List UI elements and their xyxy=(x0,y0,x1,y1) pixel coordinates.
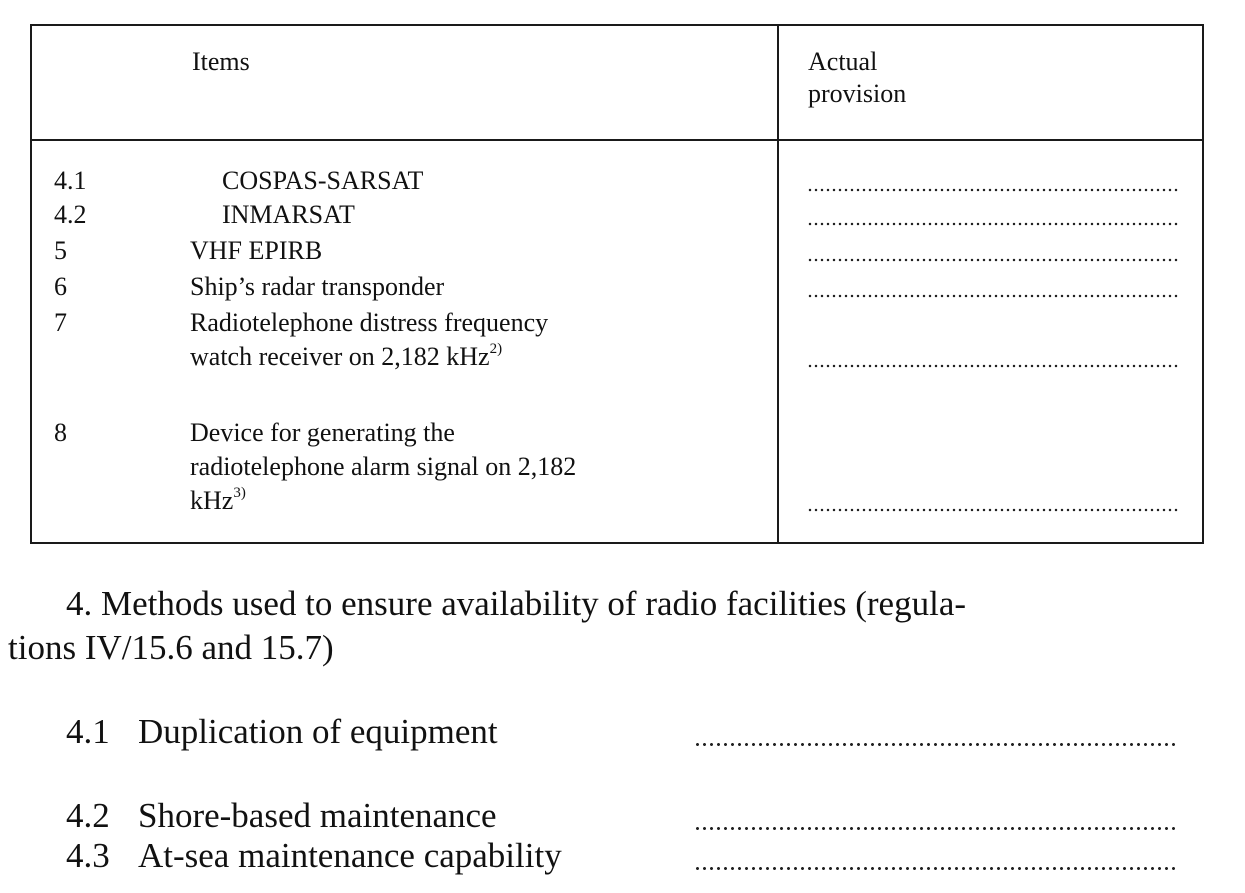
items-column-header: Items xyxy=(192,47,250,76)
section-heading-line-2: tions IV/15.6 and 15.7) xyxy=(8,628,334,667)
row-number: 4.2 xyxy=(54,200,87,229)
row-number: 8 xyxy=(54,418,67,447)
section-heading-line-1: 4. Methods used to ensure availability of radio facilities (regula- xyxy=(66,584,967,623)
provision-field[interactable] xyxy=(807,364,1179,368)
method-field[interactable] xyxy=(694,866,1178,871)
method-label: At-sea maintenance capability xyxy=(138,836,562,875)
row-number: 6 xyxy=(54,272,67,301)
provision-field[interactable] xyxy=(807,188,1179,192)
actual-provision-column-header xyxy=(808,46,1108,110)
column-divider xyxy=(777,26,779,542)
section-heading xyxy=(8,582,1233,670)
row-label-line: Device for generating the xyxy=(190,418,455,447)
row-number: 7 xyxy=(54,308,67,337)
footnote-marker: 2) xyxy=(489,341,503,358)
row-label-line: Radiotelephone distress frequency xyxy=(190,308,549,337)
provision-field[interactable] xyxy=(807,258,1179,262)
method-label: Shore-based maintenance xyxy=(138,796,497,835)
row-label-line-text: kHz xyxy=(190,486,234,515)
row-label xyxy=(190,306,750,374)
row-label: VHF EPIRB xyxy=(190,236,323,265)
row-number: 4.1 xyxy=(54,166,87,195)
method-number: 4.2 xyxy=(66,796,110,835)
provision-field[interactable] xyxy=(807,294,1179,298)
header-divider xyxy=(32,139,1202,141)
row-label-line-text: watch receiver on 2,182 kHz xyxy=(190,342,490,371)
row-number: 5 xyxy=(54,236,67,265)
actual-provision-header-line-1: Actual xyxy=(808,47,878,76)
row-label-line xyxy=(190,340,750,374)
method-field[interactable] xyxy=(694,826,1178,831)
actual-provision-header-line-2: provision xyxy=(808,79,907,108)
provision-field[interactable] xyxy=(807,222,1179,226)
row-label: COSPAS-SARSAT xyxy=(222,166,424,195)
method-number: 4.1 xyxy=(66,712,110,751)
row-label: INMARSAT xyxy=(222,200,355,229)
row-label: Ship’s radar transponder xyxy=(190,272,445,301)
radio-equipment-table xyxy=(30,24,1204,544)
footnote-marker: 3) xyxy=(233,485,246,502)
method-label: Duplication of equipment xyxy=(138,712,498,751)
row-label-line xyxy=(190,484,750,518)
provision-field[interactable] xyxy=(807,508,1179,512)
method-number: 4.3 xyxy=(66,836,110,875)
row-label-line: radiotelephone alarm signal on 2,182 xyxy=(190,452,577,481)
row-label xyxy=(190,416,750,518)
method-field[interactable] xyxy=(694,742,1178,747)
